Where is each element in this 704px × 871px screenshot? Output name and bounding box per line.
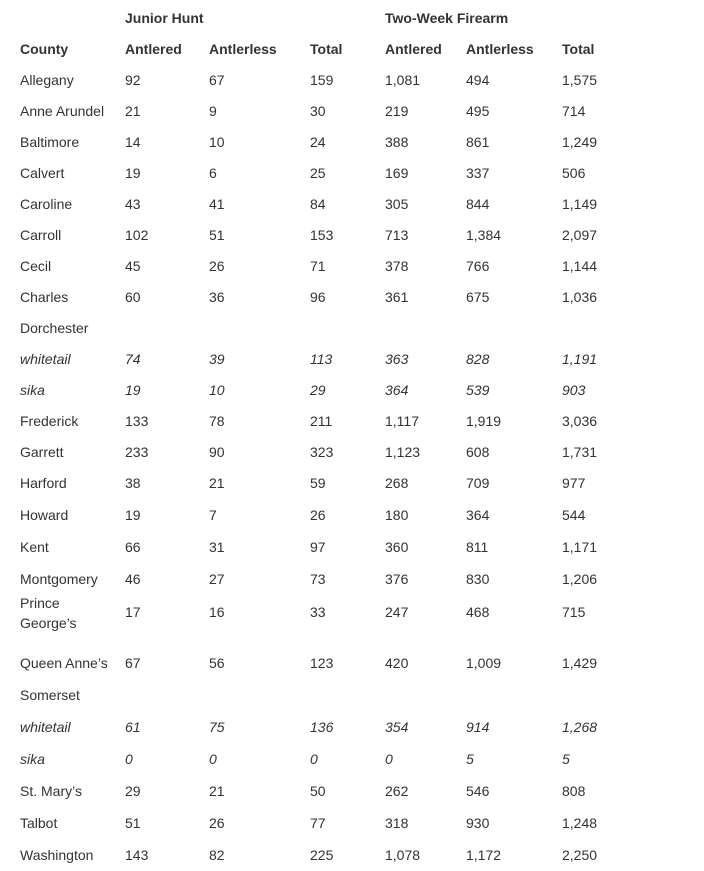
table-cell: 97 [310,539,326,555]
county-name: Prince George’s [20,595,77,631]
species-label: sika [20,751,45,767]
table-cell: 61 [125,719,141,735]
table-cell: 354 [385,719,409,735]
table-cell: 378 [385,258,409,274]
table-cell: 19 [125,507,141,523]
table-cell: 26 [209,258,225,274]
table-cell: 977 [562,475,586,491]
table-cell: 56 [209,655,225,671]
table-cell: 51 [209,227,225,243]
county-name: Frederick [20,413,79,429]
table-cell: 364 [385,382,409,398]
table-cell: 66 [125,539,141,555]
county-name: Calvert [20,165,65,181]
table-cell: 1,731 [562,444,598,460]
table-cell: 830 [466,571,490,587]
table-cell: 133 [125,413,149,429]
county-name: Charles [20,289,69,305]
table-cell: 51 [125,815,141,831]
table-cell: 709 [466,475,490,491]
table-cell: 914 [466,719,490,735]
county-name: Anne Arundel [20,103,105,119]
table-cell: 50 [310,783,326,799]
county-name: Cecil [20,258,52,274]
county-name: Dorchester [20,320,89,336]
table-cell: 1,172 [466,847,502,863]
county-name: Kent [20,539,49,555]
table-cell: 861 [466,134,490,150]
table-cell: 1,919 [466,413,502,429]
table-cell: 39 [209,351,225,367]
table-cell: 2,250 [562,847,598,863]
table-cell: 159 [310,72,334,88]
county-name: Washington [20,847,94,863]
table-cell: 71 [310,258,326,274]
county-name: Montgomery [20,571,98,587]
table-cell: 74 [125,351,141,367]
table-cell: 60 [125,289,141,305]
county-header: County [20,41,69,57]
county-name: Talbot [20,815,58,831]
table-cell: 153 [310,227,334,243]
table-cell: 262 [385,783,409,799]
table-cell: 268 [385,475,409,491]
table-cell: 36 [209,289,225,305]
table-cell: 27 [209,571,225,587]
table-cell: 1,206 [562,571,598,587]
county-name: Queen Anne’s [20,655,108,671]
table-cell: 1,191 [562,351,598,367]
species-label: whitetail [20,351,71,367]
table-cell: 21 [125,103,141,119]
table-cell: 1,123 [385,444,421,460]
table-cell: 14 [125,134,141,150]
table-cell: 180 [385,507,409,523]
table-cell: 21 [209,783,225,799]
table-cell: 25 [310,165,326,181]
junior-antlerless-header: Antlerless [209,41,277,57]
table-cell: 1,078 [385,847,421,863]
table-cell: 714 [562,103,586,119]
table-cell: 1,249 [562,134,598,150]
table-cell: 420 [385,655,409,671]
table-cell: 10 [209,382,225,398]
table-cell: 102 [125,227,149,243]
table-cell: 1,009 [466,655,502,671]
table-cell: 1,575 [562,72,598,88]
table-cell: 123 [310,655,334,671]
junior-total-header: Total [310,41,343,57]
table-cell: 29 [310,382,326,398]
table-cell: 608 [466,444,490,460]
table-cell: 376 [385,571,409,587]
table-cell: 59 [310,475,326,491]
table-cell: 31 [209,539,225,555]
table-cell: 136 [310,719,334,735]
group-header-junior-hunt: Junior Hunt [125,10,204,26]
table-cell: 1,144 [562,258,598,274]
firearm-antlered-header: Antlered [385,41,442,57]
table-cell: 92 [125,72,141,88]
firearm-antlerless-header: Antlerless [466,41,534,57]
species-label: sika [20,382,45,398]
table-cell: 323 [310,444,334,460]
table-cell: 17 [125,604,141,620]
table-cell: 494 [466,72,490,88]
table-cell: 9 [209,103,217,119]
table-cell: 75 [209,719,225,735]
table-cell: 24 [310,134,326,150]
table-cell: 811 [466,539,489,555]
table-cell: 506 [562,165,586,181]
table-cell: 468 [466,604,490,620]
county-name: Howard [20,507,69,523]
table-cell: 5 [562,751,570,767]
county-name: Somerset [20,687,80,703]
table-cell: 544 [562,507,586,523]
firearm-total-header: Total [562,41,595,57]
table-cell: 715 [562,604,586,620]
table-cell: 495 [466,103,490,119]
table-cell: 43 [125,196,141,212]
table-cell: 29 [125,783,141,799]
table-cell: 82 [209,847,225,863]
county-name: Caroline [20,196,73,212]
table-cell: 0 [310,751,318,767]
table-cell: 388 [385,134,409,150]
table-cell: 1,268 [562,719,598,735]
table-cell: 96 [310,289,326,305]
table-cell: 844 [466,196,490,212]
table-cell: 1,036 [562,289,598,305]
table-cell: 10 [209,134,225,150]
table-cell: 0 [385,751,393,767]
table-cell: 363 [385,351,409,367]
table-cell: 1,171 [562,539,598,555]
table-cell: 6 [209,165,217,181]
table-cell: 7 [209,507,217,523]
table-cell: 318 [385,815,409,831]
table-cell: 828 [466,351,490,367]
county-name: St. Mary’s [20,783,82,799]
table-cell: 41 [209,196,225,212]
table-cell: 364 [466,507,490,523]
county-name: Garrett [20,444,64,460]
table-cell: 219 [385,103,409,119]
species-label: whitetail [20,719,71,735]
table-cell: 360 [385,539,409,555]
county-name: Carroll [20,227,62,243]
table-cell: 539 [466,382,490,398]
table-cell: 30 [310,103,326,119]
table-cell: 1,248 [562,815,598,831]
county-name: Allegany [20,72,74,88]
table-cell: 67 [209,72,225,88]
table-cell: 73 [310,571,326,587]
table-cell: 675 [466,289,490,305]
table-cell: 46 [125,571,141,587]
table-cell: 337 [466,165,490,181]
table-cell: 26 [310,507,326,523]
county-name: Baltimore [20,134,80,150]
table-cell: 84 [310,196,326,212]
table-cell: 1,081 [385,72,421,88]
table-cell: 26 [209,815,225,831]
table-cell: 90 [209,444,225,460]
table-cell: 808 [562,783,586,799]
table-cell: 33 [310,604,326,620]
table-cell: 903 [562,382,586,398]
table-cell: 3,036 [562,413,598,429]
table-cell: 67 [125,655,141,671]
table-cell: 305 [385,196,409,212]
table-cell: 19 [125,382,141,398]
table-cell: 233 [125,444,149,460]
table-cell: 930 [466,815,490,831]
table-cell: 16 [209,604,225,620]
table-cell: 38 [125,475,141,491]
table-cell: 19 [125,165,141,181]
county-name: Harford [20,475,67,491]
table-cell: 713 [385,227,409,243]
group-header-two-week-firearm: Two-Week Firearm [385,10,509,26]
table-cell: 247 [385,604,409,620]
table-cell: 143 [125,847,149,863]
table-cell: 361 [385,289,409,305]
table-cell: 2,097 [562,227,598,243]
table-cell: 1,149 [562,196,598,212]
table-cell: 1,429 [562,655,598,671]
table-cell: 45 [125,258,141,274]
table-cell: 1,117 [385,413,419,429]
table-cell: 225 [310,847,334,863]
table-cell: 113 [310,351,333,367]
table-cell: 78 [209,413,225,429]
table-cell: 1,384 [466,227,502,243]
table-cell: 77 [310,815,326,831]
table-cell: 546 [466,783,490,799]
table-cell: 169 [385,165,409,181]
table-cell: 766 [466,258,490,274]
table-cell: 211 [310,413,333,429]
table-cell: 0 [209,751,217,767]
table-cell: 0 [125,751,133,767]
table-cell: 21 [209,475,225,491]
table-cell: 5 [466,751,474,767]
junior-antlered-header: Antlered [125,41,182,57]
